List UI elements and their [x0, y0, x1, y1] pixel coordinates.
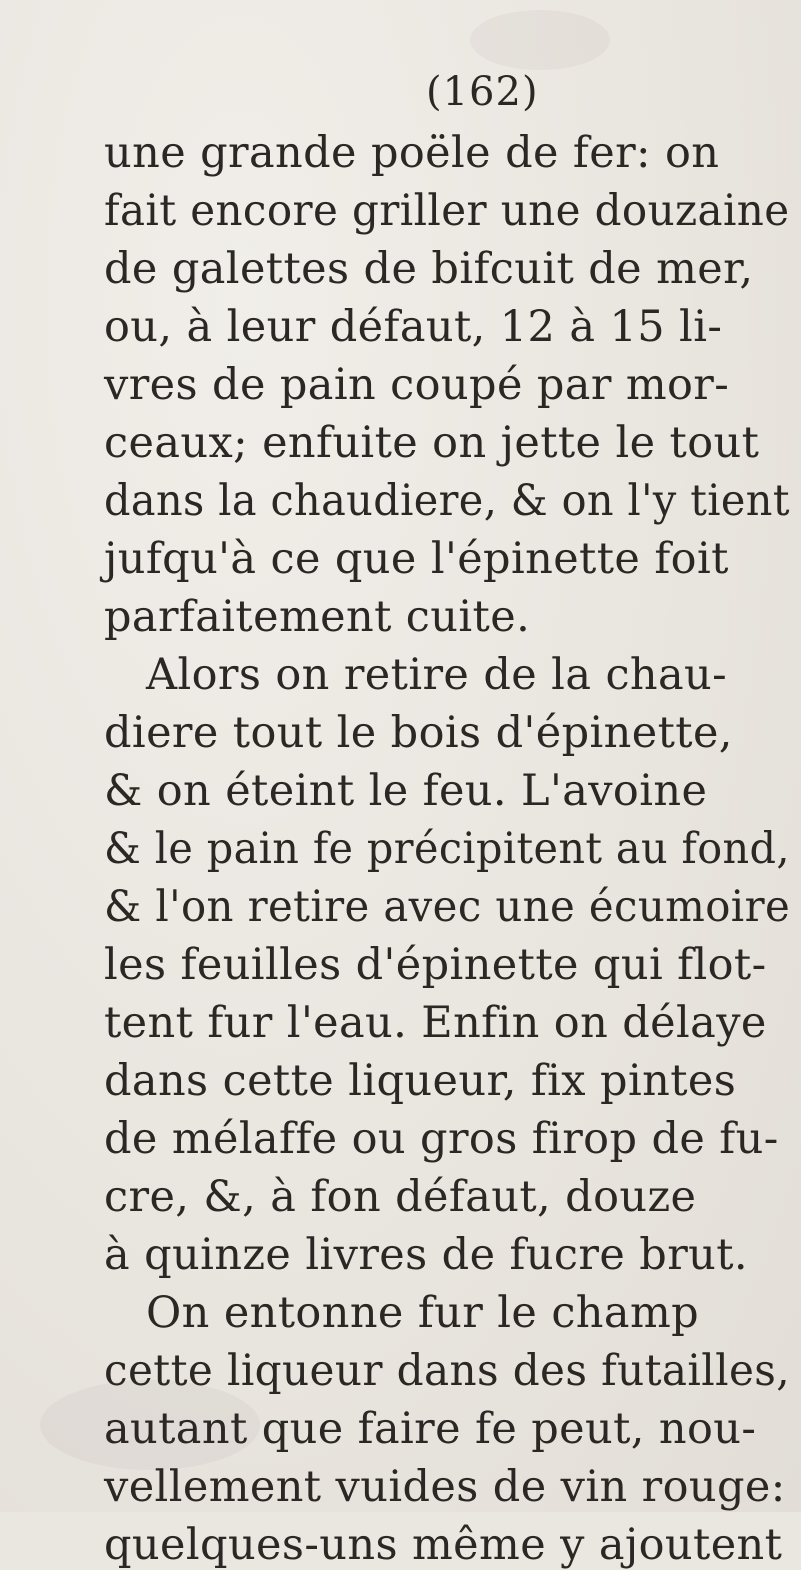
text-line: diere tout le bois d'épinette,	[104, 708, 733, 758]
text-line: de mélaffe ou gros firop de fu-	[104, 1114, 779, 1164]
text-line: cette liqueur dans des futailles,	[104, 1346, 791, 1396]
text-line: vellement vuides de vin rouge:	[104, 1462, 786, 1512]
text-line: On entonne fur le champ	[146, 1288, 700, 1338]
text-line: & l'on retire avec une écumoire	[104, 882, 791, 932]
text-line: & on éteint le feu. L'avoine	[104, 766, 708, 816]
text-line: autant que faire fe peut, nou-	[104, 1404, 757, 1454]
text-line: ceaux; enfuite on jette le tout	[104, 418, 760, 468]
text-line: tent fur l'eau. Enfin on délaye	[104, 998, 767, 1048]
text-line: parfaitement cuite.	[104, 592, 531, 642]
paper-stain	[470, 10, 610, 70]
text-line: les feuilles d'épinette qui flot-	[104, 940, 767, 990]
text-line: quelques-uns même y ajoutent	[104, 1520, 783, 1570]
text-line: dans cette liqueur, fix pintes	[104, 1056, 737, 1106]
text-line: cre, &, à fon défaut, douze	[104, 1172, 697, 1222]
text-line: une grande poële de fer: on	[104, 128, 720, 178]
text-line: à quinze livres de fucre brut.	[104, 1230, 749, 1280]
text-line: fait encore griller une douzaine	[104, 186, 790, 236]
text-line: & le pain fe précipitent au fond,	[104, 824, 790, 874]
text-line: Alors on retire de la chau-	[146, 650, 728, 700]
text-line: dans la chaudiere, & on l'y tient	[104, 476, 790, 526]
text-line: de galettes de bifcuit de mer,	[104, 244, 754, 294]
text-line: vres de pain coupé par mor-	[104, 360, 730, 410]
text-line: ou, à leur défaut, 12 à 15 li-	[104, 302, 723, 352]
page-number: (162)	[426, 69, 539, 115]
text-line: jufqu'à ce que l'épinette foit	[104, 534, 729, 584]
